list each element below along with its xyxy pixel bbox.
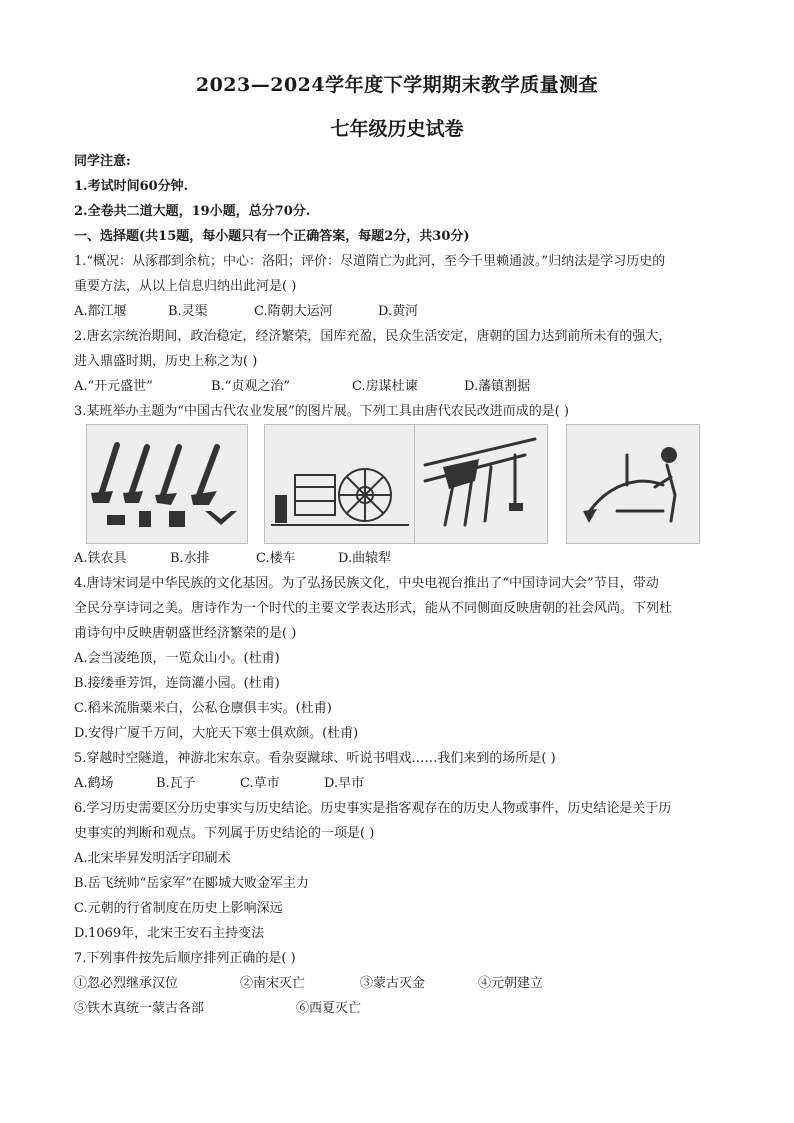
q4-stem-line-3: 甫诗句中反映唐朝盛世经济繁荣的是( ) — [74, 626, 297, 641]
exam-title: 2023—2024学年度下学期期末教学质量测查 — [195, 74, 599, 96]
seed-drill-image — [414, 424, 548, 544]
q7-event-4: ④元朝建立 — [478, 976, 544, 991]
q2-option-b: B.“贞观之治” — [211, 379, 290, 394]
water-bellows-drawing — [265, 425, 415, 543]
q4-option-c: C.稻米流脂粟米白，公私仓廪俱丰实。(杜甫) — [74, 701, 332, 716]
q4-option-a: A.会当凌绝顶，一览众山小。(杜甫) — [74, 651, 280, 666]
q1-stem-line-1: 1.“概况：从涿郡到余杭；中心：洛阳；评价：尽道隋亡为此河，至今千里赖通波。”归纳法是学习历史的 — [74, 254, 666, 269]
q5-option-c: C.草市 — [240, 776, 280, 791]
q7-event-1: ①忽必烈继承汉位 — [74, 976, 179, 991]
curved-plow-drawing — [567, 425, 699, 543]
q3-option-b: B.水排 — [170, 551, 210, 566]
q3-option-c: C.楼车 — [256, 551, 296, 566]
q7-event-3: ③蒙古灭金 — [360, 976, 426, 991]
q7-event-5: ⑤铁木真统一蒙古各部 — [74, 1001, 205, 1016]
q6-option-c: C.元朝的行省制度在历史上影响深远 — [74, 901, 283, 916]
exam-subtitle: 七年级历史试卷 — [330, 118, 464, 140]
notice-heading: 同学注意: — [74, 154, 131, 169]
q3-option-d: D.曲辕犁 — [338, 551, 392, 566]
q1-option-d: D.黄河 — [378, 304, 419, 319]
section-1-heading: 一、选择题(共15题，每小题只有一个正确答案，每题2分，共30分) — [74, 229, 470, 244]
curved-plow-image — [566, 424, 700, 544]
notice-item-2: 2.全卷共二道大题，19小题，总分70分. — [74, 204, 311, 219]
q7-event-2: ②南宋灭亡 — [240, 976, 306, 991]
q5-option-a: A.鹤场 — [74, 776, 114, 791]
q5-option-b: B.瓦子 — [156, 776, 196, 791]
q1-stem-line-2: 重要方法，从以上信息归纳出此河是( ) — [74, 279, 297, 294]
q1-option-b: B.灵渠 — [168, 304, 208, 319]
q5-option-d: D.早市 — [324, 776, 365, 791]
q4-option-b: B.接缕垂芳饵，连筒灌小园。(杜甫) — [74, 676, 280, 691]
q3-option-a: A.铁农具 — [74, 551, 127, 566]
q2-option-c: C.房谋杜谏 — [352, 379, 418, 394]
seed-drill-drawing — [415, 425, 547, 543]
notice-item-1: 1.考试时间60分钟. — [74, 179, 189, 194]
q6-stem-line-2: 史事实的判断和观点。下列属于历史结论的一项是( ) — [74, 826, 375, 841]
q7-stem-line-1: 7.下列事件按先后顺序排列正确的是( ) — [74, 951, 296, 966]
q4-stem-line-1: 4.唐诗宋词是中华民族的文化基因。为了弘扬民族文化，中央电视台推出了“中国诗词大会”节目，带动 — [74, 576, 659, 591]
q2-option-a: A.“开元盛世” — [74, 379, 153, 394]
q2-stem-line-1: 2.唐玄宗统治期间，政治稳定，经济繁荣，国库充盈，民众生活安定，唐朝的国力达到前所未有的强大， — [74, 329, 672, 344]
q6-option-b: B.岳飞统帅“岳家军”在郾城大败金军主力 — [74, 876, 309, 891]
water-bellows-image — [264, 424, 416, 544]
q4-stem-line-2: 全民分享诗词之美。唐诗作为一个时代的主要文学表达形式，能从不同侧面反映唐朝的社会风尚。下列杜 — [74, 601, 673, 616]
q5-stem-line-1: 5.穿越时空隧道，神游北宋东京。看杂耍蹴球、听说书唱戏……我们来到的场所是( ) — [74, 751, 556, 766]
iron-farm-tools-image — [86, 424, 248, 544]
q6-stem-line-1: 6.学习历史需要区分历史事实与历史结论。历史事实是指客观存在的历史人物或事件，历史结论是关于历 — [74, 801, 672, 816]
q6-option-d: D.1069年，北宋王安石主持变法 — [74, 926, 265, 941]
q6-option-a: A.北宋毕昇发明活字印刷术 — [74, 851, 231, 866]
q3-stem-line-1: 3.某班举办主题为“中国古代农业发展”的图片展。下列工具由唐代农民改进而成的是( ) — [74, 404, 569, 419]
q2-option-d: D.藩镇割据 — [464, 379, 531, 394]
q1-option-c: C.隋朝大运河 — [254, 304, 333, 319]
q7-event-6: ⑥西夏灭亡 — [296, 1001, 362, 1016]
q2-stem-line-2: 进入鼎盛时期，历史上称之为( ) — [74, 354, 258, 369]
iron-tools-drawing — [87, 425, 247, 543]
q1-option-a: A.都江堰 — [74, 304, 127, 319]
q4-option-d: D.安得广厦千万间，大庇天下寒士俱欢颜。(杜甫) — [74, 726, 359, 741]
